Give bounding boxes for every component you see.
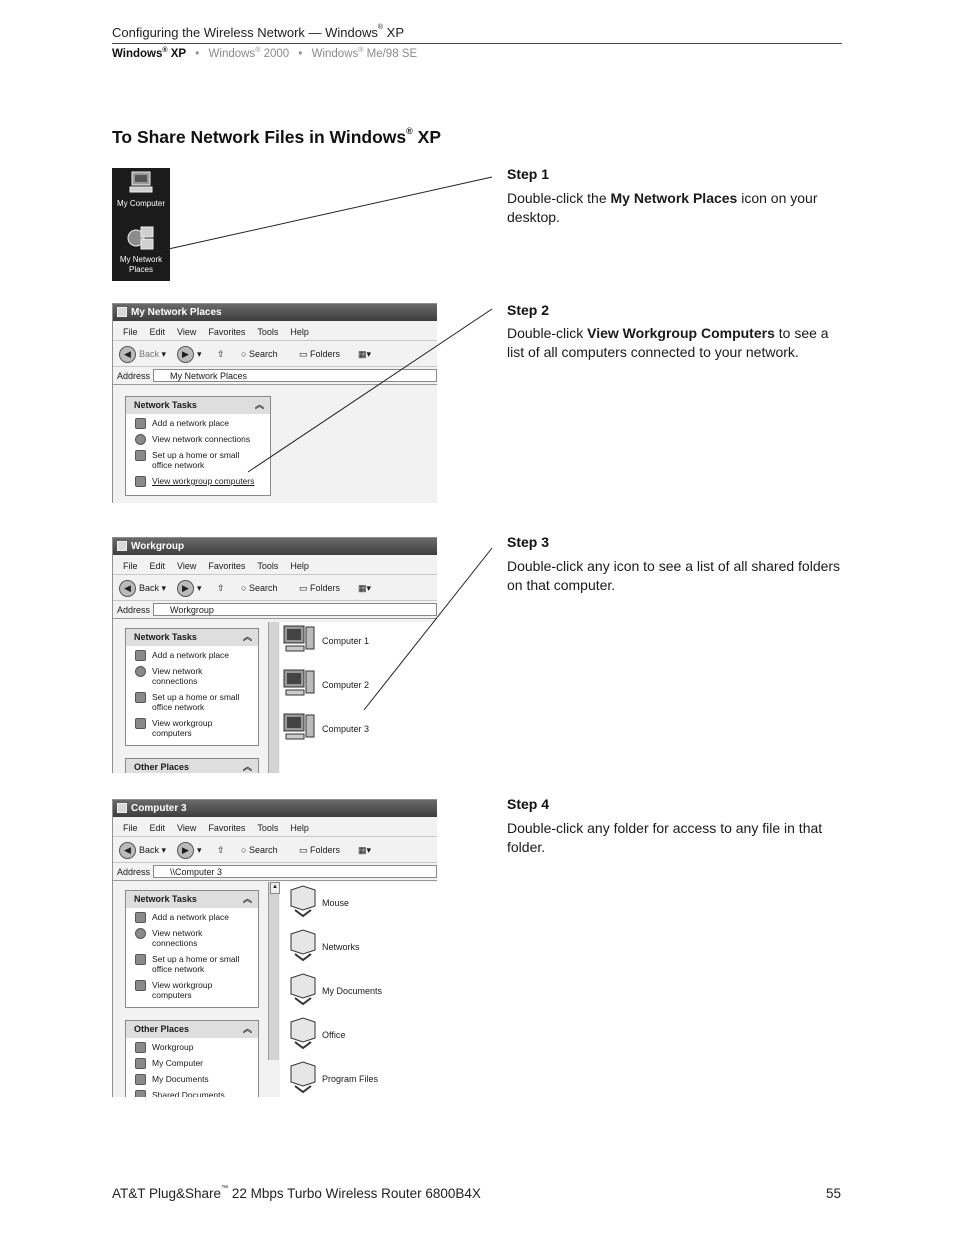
footer-product: AT&T Plug&Share™ 22 Mbps Turbo Wireless Router 6800B4X [112,1185,481,1201]
step-3-title: Step 3 [507,534,550,550]
back-button[interactable]: ◀ Back ▾ [119,576,166,600]
forward-button[interactable]: ▶ ▾ [177,838,202,862]
menu-tools[interactable]: Tools [257,823,279,833]
menu-favorites[interactable]: Favorites [208,327,246,337]
place-my-documents[interactable]: My Documents [135,1074,258,1084]
task-add-network-place[interactable]: Add a network place [135,418,270,428]
nav-xp[interactable]: Windows® XP [112,47,187,60]
other-places-heading: Other Places [134,1024,190,1034]
folders-button[interactable]: ▭ Folders [299,349,341,359]
collapse-chevron-icon[interactable]: ︽ [254,400,264,410]
task-add-network-place[interactable]: Add a network place [135,650,258,660]
collapse-chevron-icon[interactable]: ︽ [242,762,252,772]
task-view-network-connections[interactable]: View network connections [135,666,258,686]
nav-bullet: • [298,48,303,60]
menu-edit[interactable]: Edit [149,327,166,337]
address-field[interactable]: Workgroup [153,603,437,616]
network-tasks-heading: Network Tasks [134,632,197,642]
folders-icon: ▭ [299,349,308,359]
scroll-up-arrow-icon[interactable]: ▲ [270,882,280,894]
callout-line-step-2 [248,309,492,472]
page-number: 55 [826,1186,842,1201]
views-icon: ▦ [358,583,367,593]
forward-button[interactable]: ▶ ▾ [177,576,202,600]
views-icon: ▦ [358,845,367,855]
task-setup-home-network[interactable]: Set up a home or small office network [135,450,270,470]
task-view-workgroup-computers[interactable]: View workgroup computers [135,718,258,738]
callout-line-step-1 [155,177,492,252]
views-button[interactable]: ▦▾ [358,583,372,593]
folders-button[interactable]: ▭ Folders [299,583,341,593]
menu-file[interactable]: File [123,823,138,833]
back-arrow-icon: ◀ [119,842,136,859]
forward-arrow-icon: ▶ [177,346,194,363]
collapse-chevron-icon[interactable]: ︽ [242,632,252,642]
task-add-network-place[interactable]: Add a network place [135,912,258,922]
search-button[interactable]: ○ Search [241,845,278,855]
views-button[interactable]: ▦▾ [358,349,372,359]
places-label: Places [128,265,153,274]
views-button[interactable]: ▦▾ [358,845,372,855]
network-tasks-heading: Network Tasks [134,894,197,904]
views-icon: ▦ [358,349,367,359]
header-title-text: Configuring the Wireless Network — Windows [112,25,378,40]
address-field[interactable]: My Network Places [153,369,437,382]
place-workgroup[interactable]: Workgroup [135,1042,258,1052]
title-bar: My Network Places [113,304,437,321]
nav-2000[interactable]: Windows® 2000 [208,47,290,60]
menu-help[interactable]: Help [290,327,309,337]
place-shared-documents[interactable]: Shared Documents [135,1090,258,1097]
nav-me98[interactable]: Windows® Me/98 SE [311,47,418,60]
step-1-title: Step 1 [507,166,550,182]
collapse-chevron-icon[interactable]: ︽ [242,1024,252,1034]
menu-tools[interactable]: Tools [257,561,279,571]
task-view-network-connections[interactable]: View network connections [135,928,258,948]
step-4-body: Double-click any folder for access to any file in that folder. [507,820,823,855]
back-button[interactable]: ◀ Back ▾ [119,342,166,366]
reg-mark: ® [377,24,384,31]
step-2-body: Double-click View Workgroup Computers to see a list of all computers connected to your network. [507,325,829,360]
nav-bullet: • [195,48,200,60]
search-icon: ○ [241,349,247,359]
forward-button[interactable]: ▶ ▾ [177,342,202,366]
address-label: Address [117,371,151,381]
menu-view[interactable]: View [177,823,197,833]
up-folder-icon[interactable]: ⇧ [217,349,225,359]
menu-file[interactable]: File [123,327,138,337]
menu-help[interactable]: Help [290,561,309,571]
content-area: Computer 1 Computer 2 Computer 3 [280,622,437,773]
header-title-suffix: XP [386,25,405,40]
forward-arrow-icon: ▶ [177,842,194,859]
other-places-heading: Other Places [134,762,190,772]
menu-tools[interactable]: Tools [257,327,279,337]
folders-icon: ▭ [299,583,308,593]
search-icon: ○ [241,845,247,855]
back-arrow-icon: ◀ [119,580,136,597]
up-folder-icon[interactable]: ⇧ [217,583,225,593]
task-setup-home-network[interactable]: Set up a home or small office network [135,692,258,712]
task-view-workgroup-computers[interactable]: View workgroup computers [135,476,270,486]
menu-help[interactable]: Help [290,823,309,833]
menu-edit[interactable]: Edit [149,823,166,833]
back-arrow-icon: ◀ [119,346,136,363]
back-button[interactable]: ◀ Back ▾ [119,838,166,862]
search-icon: ○ [241,583,247,593]
step-3-body: Double-click any icon to see a list of all shared folders on that computer. [507,558,841,593]
menu-favorites[interactable]: Favorites [208,823,246,833]
content-area: Mouse Networks My Documents Office Program Files [280,882,437,1097]
title-bar: Computer 3 [113,800,437,817]
step-4-title: Step 4 [507,796,550,812]
search-button[interactable]: ○ Search [241,583,278,593]
task-view-workgroup-computers[interactable]: View workgroup computers [135,980,258,1000]
task-view-network-connections[interactable]: View network connections [135,434,270,444]
my-network-label: My Network [119,255,163,264]
step-2-title: Step 2 [507,302,550,318]
search-button[interactable]: ○ Search [241,349,278,359]
up-folder-icon[interactable]: ⇧ [217,845,225,855]
menu-favorites[interactable]: Favorites [208,561,246,571]
task-setup-home-network[interactable]: Set up a home or small office network [135,954,258,974]
folders-button[interactable]: ▭ Folders [299,845,341,855]
callout-line-step-3 [364,548,492,710]
collapse-chevron-icon[interactable]: ︽ [242,894,252,904]
address-label: Address [117,605,151,615]
menu-view[interactable]: View [177,561,197,571]
menu-file[interactable]: File [123,561,138,571]
menu-edit[interactable]: Edit [149,561,166,571]
folders-icon: ▭ [299,845,308,855]
address-label: Address [117,867,151,877]
step-1-body: Double-click the My Network Places icon on your desktop. [507,190,818,225]
network-tasks-heading: Network Tasks [134,400,197,410]
address-field[interactable]: \\Computer 3 [153,865,437,878]
section-title: To Share Network Files in Windows® XP [112,126,442,147]
place-my-computer[interactable]: My Computer [135,1058,258,1068]
my-computer-label: My Computer [116,199,165,208]
forward-arrow-icon: ▶ [177,580,194,597]
title-bar: Workgroup [113,538,437,555]
menu-view[interactable]: View [177,327,197,337]
